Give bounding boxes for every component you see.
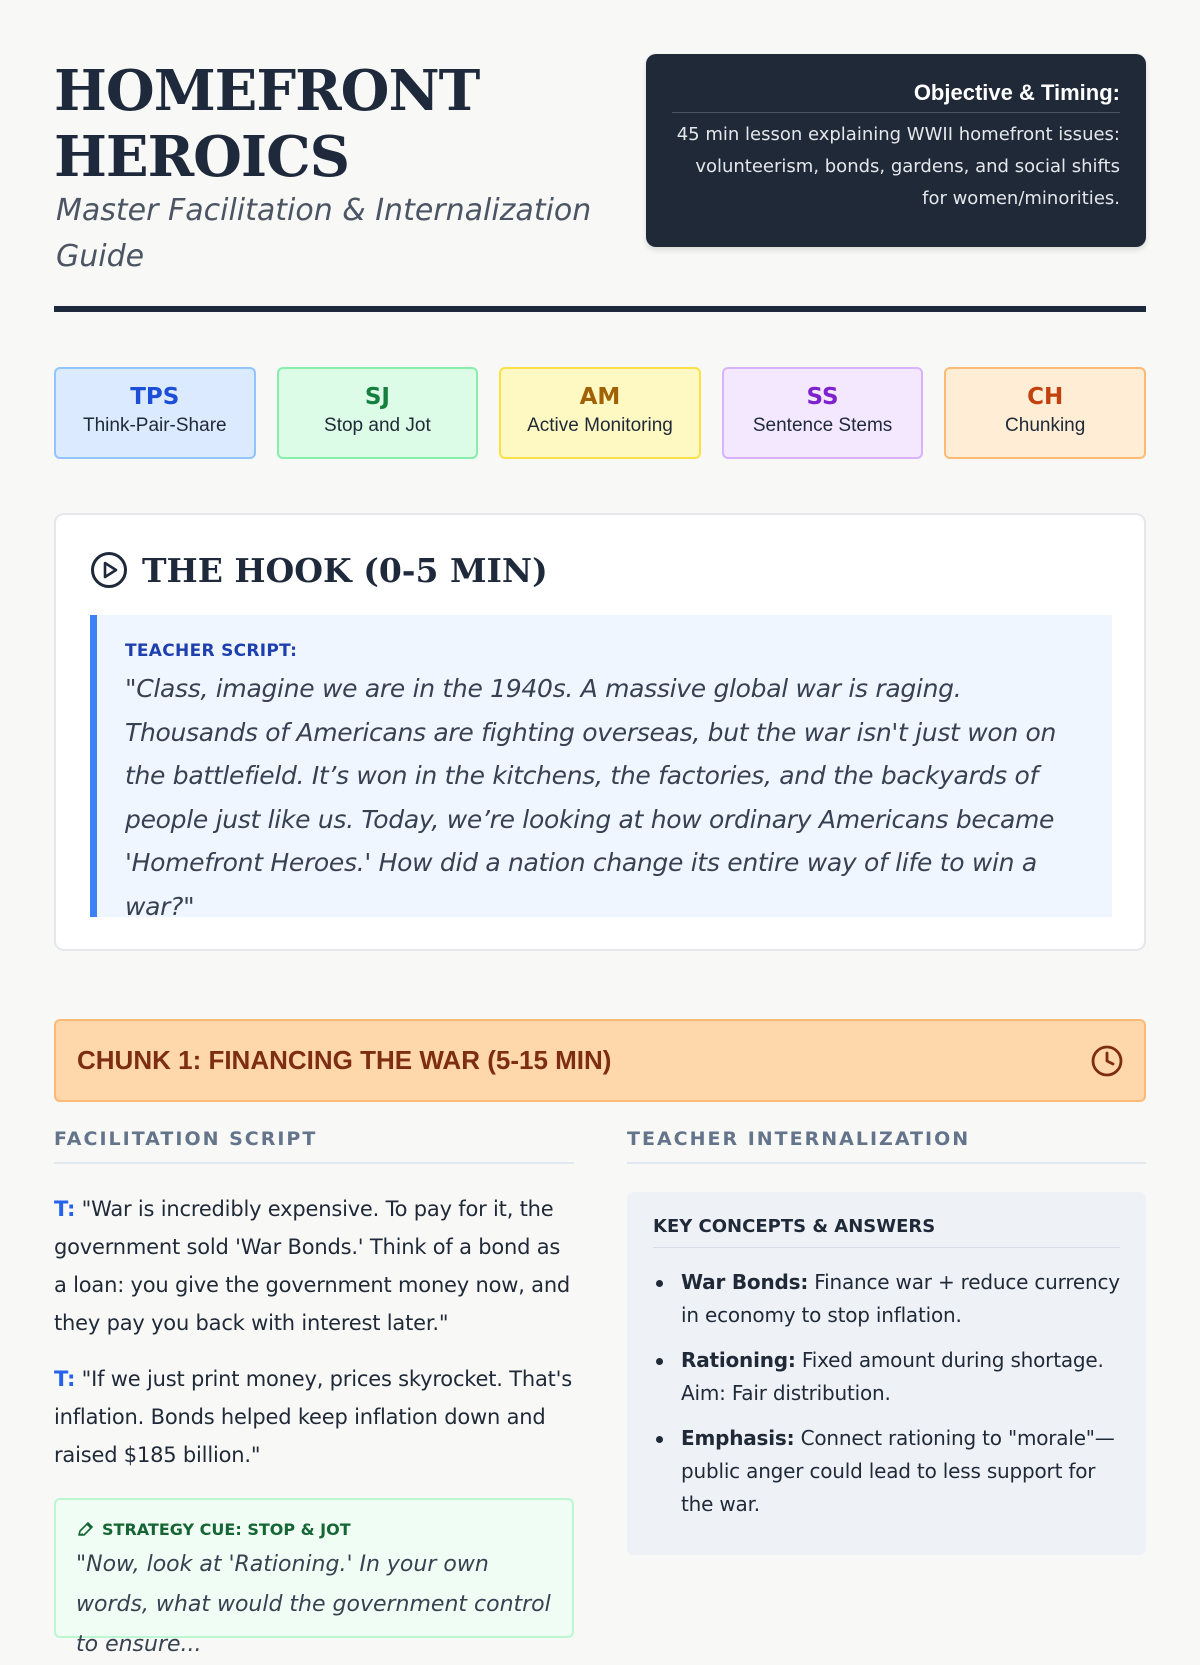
list-item bbox=[653, 1344, 1120, 1410]
objective-text: 45 min lesson explaining WWII homefront issues: volunteerism, bonds, gardens, and social shifts for women/minorities. bbox=[676, 124, 1120, 209]
facilitation-heading: FACILITATION SCRIPT bbox=[54, 1128, 574, 1164]
page-subtitle: Master Facilitation & Internalization Guide bbox=[56, 193, 592, 274]
internalization-heading: TEACHER INTERNALIZATION bbox=[627, 1128, 1146, 1164]
key-concepts-title: KEY CONCEPTS & ANSWERS bbox=[653, 1216, 1120, 1248]
concept-text: Connect rationing to "morale"—public anger could lead to less support for the war. bbox=[681, 1426, 1115, 1516]
strategy-card-ss bbox=[722, 367, 924, 459]
chunk-1-title: CHUNK 1: FINANCING THE WAR (5-15 MIN) bbox=[77, 1045, 612, 1075]
objective-title: Objective & Timing: bbox=[672, 80, 1120, 113]
concept-text: Finance war + reduce currency in economy to stop inflation. bbox=[681, 1270, 1120, 1327]
concept-term: War Bonds: bbox=[681, 1270, 809, 1294]
play-circle-icon bbox=[90, 551, 128, 589]
strategy-card-sj bbox=[277, 367, 479, 459]
strategy-name: Sentence Stems bbox=[752, 415, 893, 436]
strategy-code: TPS bbox=[130, 384, 180, 410]
key-concepts-box bbox=[627, 1192, 1146, 1555]
facilitation-line-1 bbox=[54, 1190, 574, 1342]
facilitation-line-2 bbox=[54, 1360, 574, 1474]
strategy-name: Think-Pair-Share bbox=[82, 415, 227, 436]
chunk-1-header[interactable] bbox=[54, 1019, 1146, 1102]
strategy-card-ch bbox=[944, 367, 1146, 459]
page-title: HOMEFRONT HEROICS bbox=[54, 58, 480, 190]
strategy-code: SS bbox=[806, 384, 839, 410]
strategy-code: CH bbox=[1027, 384, 1064, 410]
hook-header bbox=[90, 549, 548, 591]
clock-icon bbox=[1090, 1044, 1124, 1078]
strategy-legend bbox=[54, 367, 1146, 459]
hook-section bbox=[54, 513, 1146, 951]
header-divider bbox=[54, 306, 1146, 312]
strategy-cue-box bbox=[54, 1498, 574, 1657]
page-header bbox=[54, 54, 1146, 314]
strategy-card-am bbox=[499, 367, 701, 459]
objective-card bbox=[646, 54, 1146, 247]
strategy-name: Stop and Jot bbox=[324, 415, 431, 436]
strategy-cue-text: "Now, look at 'Rationing.' In your own words, what would the government control to ensure... bbox=[76, 1552, 551, 1657]
list-item bbox=[653, 1422, 1120, 1521]
strategy-cue-label: STRATEGY CUE: STOP & JOT bbox=[102, 1520, 351, 1539]
strategy-name: Chunking bbox=[1005, 415, 1086, 436]
teacher-script-label: TEACHER SCRIPT: bbox=[125, 641, 298, 661]
strategy-code: AM bbox=[579, 384, 621, 410]
strategy-card-tps bbox=[54, 367, 256, 459]
key-concepts-list bbox=[653, 1266, 1120, 1521]
internalization-column bbox=[627, 1128, 1146, 1555]
list-item bbox=[653, 1266, 1120, 1332]
concept-term: Rationing: bbox=[681, 1348, 796, 1372]
facilitation-column bbox=[54, 1128, 574, 1657]
strategy-cue-header bbox=[76, 1520, 552, 1539]
facilitation-text-2: "If we just print money, prices skyrocket. That's inflation. Bonds helped keep inflation down and raised $185 billion." bbox=[54, 1367, 572, 1467]
speaker-tag: T: bbox=[54, 1197, 76, 1221]
pencil-icon bbox=[76, 1521, 94, 1539]
speaker-tag: T: bbox=[54, 1367, 76, 1391]
concept-text: Fixed amount during shortage. Aim: Fair distribution. bbox=[681, 1348, 1104, 1405]
strategy-name: Active Monitoring bbox=[527, 415, 673, 436]
concept-term: Emphasis: bbox=[681, 1426, 795, 1450]
facilitation-text-1: "War is incredibly expensive. To pay for it, the government sold 'War Bonds.' Think of a bond as a loan: you give the government money now, and they pay you back with interest later." bbox=[54, 1197, 571, 1335]
teacher-script-text: "Class, imagine we are in the 1940s. A massive global war is raging. Thousands of Americans are fighting overseas, but the war isn't just won on the battlefield. It’s won in the kitchens, the factories, and the backyards of people just like us. Today, we’re looking at how ordinary Americans became 'Homefront Heroes.' How did a nation change its entire way of life to win a war?" bbox=[125, 674, 1057, 921]
teacher-script-box bbox=[90, 615, 1112, 921]
hook-title: THE HOOK (0-5 MIN) bbox=[142, 550, 548, 590]
strategy-code: SJ bbox=[364, 384, 390, 410]
